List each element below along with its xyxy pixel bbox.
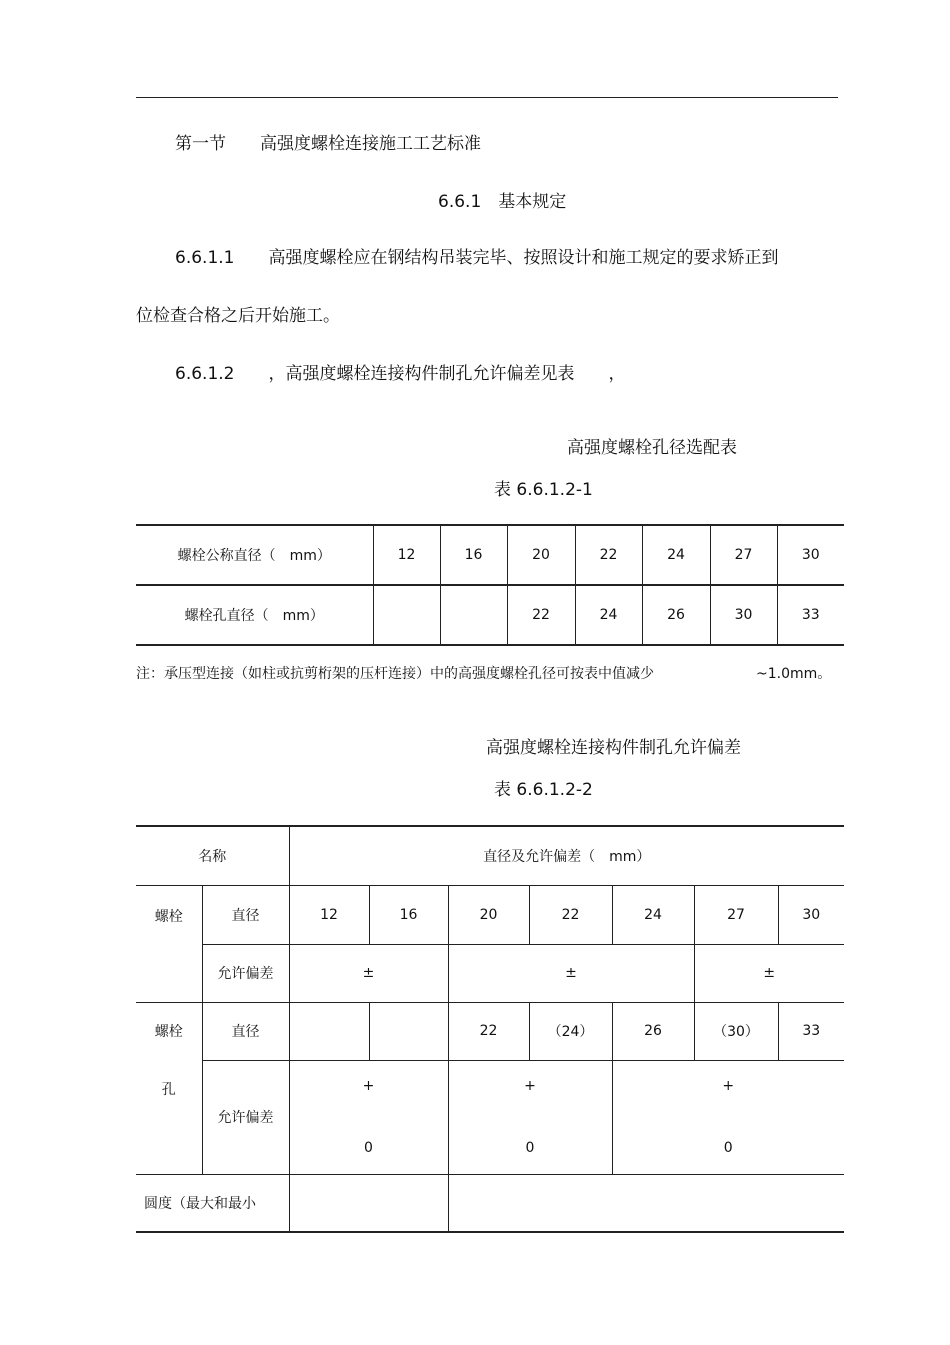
table-cell bbox=[289, 1174, 448, 1232]
table-cell: 22 bbox=[529, 885, 612, 944]
table-cell: （24） bbox=[529, 1002, 612, 1060]
zero-value: 0 bbox=[723, 1140, 733, 1156]
table-cell: 30 bbox=[710, 585, 777, 645]
diameter-label: 直径 bbox=[202, 1002, 289, 1060]
table-cell: 20 bbox=[448, 885, 529, 944]
table-cell: 26 bbox=[612, 1002, 694, 1060]
table-cell: 22 bbox=[507, 585, 575, 645]
table-cell: 22 bbox=[448, 1002, 529, 1060]
table-cell: 30 bbox=[778, 885, 844, 944]
table-cell: 27 bbox=[694, 885, 778, 944]
table-cell: 20 bbox=[507, 525, 575, 585]
hole-label-line2: 孔 bbox=[161, 1081, 176, 1098]
header-rule bbox=[136, 97, 838, 98]
row-label: 螺栓公称直径（ mm） bbox=[136, 525, 373, 585]
hole-label-line1: 螺栓 bbox=[154, 1023, 183, 1040]
table-cell: 12 bbox=[373, 525, 440, 585]
table2-number: 表 6.6.1.2-2 bbox=[494, 780, 593, 800]
table-cell bbox=[289, 1060, 448, 1174]
table1-number: 表 6.6.1.2-1 bbox=[494, 480, 593, 500]
table-cell: 30 bbox=[777, 525, 844, 585]
table-row bbox=[136, 826, 844, 885]
table-cell bbox=[440, 585, 507, 645]
table-cell: 33 bbox=[777, 585, 844, 645]
section-title: 第一节 高强度螺栓连接施工工艺标准 bbox=[175, 134, 481, 154]
table-row bbox=[136, 525, 844, 585]
roundness-label: 圆度（最大和最小 bbox=[136, 1174, 289, 1232]
tolerance-table bbox=[136, 825, 844, 1233]
table-cell: 27 bbox=[710, 525, 777, 585]
table-row bbox=[136, 1060, 844, 1174]
table-cell bbox=[448, 1060, 612, 1174]
hole-label bbox=[136, 1002, 202, 1174]
clause-6-6-1-1-line1: 6.6.1.1 高强度螺栓应在钢结构吊装完毕、按照设计和施工规定的要求矫正到 bbox=[175, 248, 779, 268]
bolt-label: 螺栓 bbox=[136, 885, 202, 1002]
table-cell: 16 bbox=[440, 525, 507, 585]
zero-value: 0 bbox=[525, 1140, 535, 1156]
plus-sign: + bbox=[722, 1078, 735, 1094]
bolt-hole-table bbox=[136, 524, 844, 646]
table-cell bbox=[612, 1060, 844, 1174]
table-cell: 24 bbox=[575, 585, 642, 645]
table-cell bbox=[373, 585, 440, 645]
table-cell: ± bbox=[694, 944, 844, 1002]
table-cell: 24 bbox=[612, 885, 694, 944]
tolerance-label: 允许偏差 bbox=[202, 1060, 289, 1174]
table-cell bbox=[369, 1002, 448, 1060]
zero-value: 0 bbox=[364, 1140, 373, 1156]
table-row bbox=[136, 1174, 844, 1232]
table-cell: 33 bbox=[778, 1002, 844, 1060]
table-row bbox=[136, 944, 844, 1002]
row-label: 螺栓孔直径（ mm） bbox=[136, 585, 373, 645]
table-cell: 12 bbox=[289, 885, 369, 944]
table1-note: 注：承压型连接（如柱或抗剪桁架的压杆连接）中的高强度螺栓孔径可按表中值减少 bbox=[136, 666, 654, 682]
plus-sign: + bbox=[524, 1078, 536, 1094]
table-cell: （30） bbox=[694, 1002, 778, 1060]
table-cell bbox=[289, 1002, 369, 1060]
table2-caption: 高强度螺栓连接构件制孔允许偏差 bbox=[486, 738, 741, 758]
table-cell: ± bbox=[289, 944, 448, 1002]
table-cell: 22 bbox=[575, 525, 642, 585]
table1-caption: 高强度螺栓孔径选配表 bbox=[567, 438, 737, 458]
plus-sign: + bbox=[362, 1078, 375, 1094]
table-row bbox=[136, 585, 844, 645]
tolerance-label: 允许偏差 bbox=[202, 944, 289, 1002]
subsection-title: 6.6.1 基本规定 bbox=[438, 192, 567, 212]
table-cell: ± bbox=[448, 944, 694, 1002]
clause-6-6-1-1-line2: 位检查合格之后开始施工。 bbox=[136, 306, 340, 326]
table-cell: 26 bbox=[642, 585, 710, 645]
table-cell: 16 bbox=[369, 885, 448, 944]
header-value: 直径及允许偏差（ mm） bbox=[289, 826, 844, 885]
table-row bbox=[136, 1002, 844, 1060]
table-row bbox=[136, 885, 844, 944]
table-cell bbox=[448, 1174, 844, 1232]
table1-note-tail: ~1.0mm。 bbox=[756, 666, 832, 682]
table-cell: 24 bbox=[642, 525, 710, 585]
clause-6-6-1-2: 6.6.1.2 ，高强度螺栓连接构件制孔允许偏差见表 ， bbox=[175, 364, 626, 384]
diameter-label: 直径 bbox=[202, 885, 289, 944]
header-name: 名称 bbox=[136, 826, 289, 885]
